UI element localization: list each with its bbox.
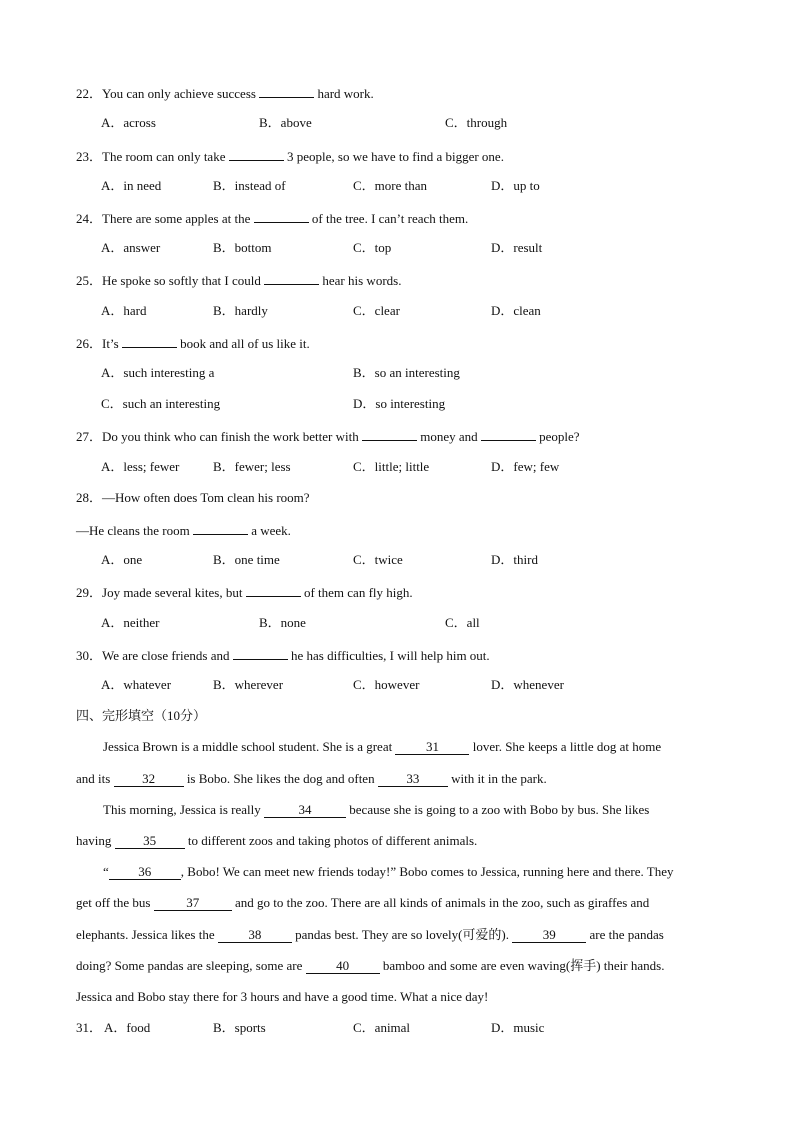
answer-blank[interactable] [229, 147, 284, 161]
option-d[interactable]: D．so interesting [353, 396, 446, 411]
question-number: 28． [76, 490, 103, 505]
option-d[interactable]: D．few; few [491, 459, 560, 474]
passage-line [103, 739, 718, 755]
passage-text: to different zoos and taking photos of different animals. [184, 833, 478, 848]
passage-text: pandas best. They are so lovely(可爱的). [291, 927, 513, 942]
question-number: 24． [76, 211, 103, 226]
question-29 [76, 583, 413, 601]
passage-text: are the pandas [586, 927, 664, 942]
option-b[interactable]: B．above [259, 115, 312, 130]
question-number: 23． [76, 149, 103, 164]
passage-text: , Bobo! We can meet new friends today!” Bobo comes to Jessica, running here and there. They [180, 864, 674, 879]
passage-line [76, 771, 718, 787]
answer-blank[interactable] [233, 646, 288, 660]
question-text: You can only achieve success [102, 86, 260, 101]
passage-text: get off the bus [76, 895, 154, 910]
option-b[interactable]: B．hardly [213, 303, 268, 318]
question-number: 30． [76, 648, 103, 663]
question-22 [76, 84, 374, 102]
answer-blank[interactable] [246, 583, 301, 597]
option-d[interactable]: D．result [491, 240, 543, 255]
blank-32[interactable]: 32 [114, 772, 184, 787]
blank-34[interactable]: 34 [264, 803, 346, 818]
option-c[interactable]: C．clear [353, 303, 400, 318]
blank-36[interactable]: 36 [109, 865, 181, 880]
question-28-response [76, 521, 291, 539]
section-title: 四、完形填空（10分） [76, 708, 207, 723]
passage-text: Jessica Brown is a middle school student. She is a great [103, 739, 396, 754]
option-d[interactable]: D．whenever [491, 677, 564, 692]
option-a[interactable]: A．across [101, 115, 156, 130]
question-text: people? [535, 429, 580, 444]
option-d[interactable]: D．third [491, 552, 538, 567]
option-a[interactable]: A．one [101, 552, 143, 567]
passage-text: elephants. Jessica likes the [76, 927, 218, 942]
option-a[interactable]: A．in need [101, 178, 162, 193]
passage-text: is Bobo. She likes the dog and often [183, 771, 378, 786]
answer-blank[interactable] [362, 427, 417, 441]
passage-line [103, 864, 718, 880]
question-text: hard work. [314, 86, 374, 101]
option-c[interactable]: C．such an interesting [101, 396, 221, 411]
option-c[interactable]: C．all [445, 615, 480, 630]
question-number: 26． [76, 336, 103, 351]
answer-blank[interactable] [264, 271, 319, 285]
option-c[interactable]: C．through [445, 115, 508, 130]
passage-text: “ [103, 864, 109, 879]
question-28 [76, 490, 310, 506]
option-a[interactable]: A．hard [101, 303, 147, 318]
option-c[interactable]: C．animal [353, 1020, 411, 1035]
answer-blank[interactable] [259, 84, 314, 98]
question-number: 22． [76, 86, 103, 101]
option-c[interactable]: C．twice [353, 552, 403, 567]
question-27 [76, 427, 580, 445]
answer-blank[interactable] [193, 521, 248, 535]
question-31-number: 31． [76, 1020, 103, 1035]
passage-line [76, 958, 718, 974]
passage-text: lover. She keeps a little dog at home [469, 739, 662, 754]
passage-text: with it in the park. [447, 771, 547, 786]
option-d[interactable]: D．music [491, 1020, 545, 1035]
blank-31[interactable]: 31 [395, 740, 469, 755]
option-a[interactable]: A．less; fewer [101, 459, 180, 474]
option-c[interactable]: C．more than [353, 178, 428, 193]
blank-39[interactable]: 39 [512, 928, 586, 943]
passage-line [76, 927, 718, 943]
option-b[interactable]: B．bottom [213, 240, 272, 255]
question-number: 27． [76, 429, 103, 444]
question-text: He spoke so softly that I could [102, 273, 265, 288]
question-26 [76, 334, 310, 352]
question-text: We are close friends and [102, 648, 233, 663]
passage-text: having [76, 833, 115, 848]
passage-line [103, 802, 718, 818]
option-c[interactable]: C．little; little [353, 459, 430, 474]
answer-blank[interactable] [122, 334, 177, 348]
question-text: Joy made several kites, but [102, 585, 246, 600]
blank-33[interactable]: 33 [378, 772, 448, 787]
passage-text: and go to the zoo. There are all kinds of animals in the zoo, such as giraffes and [231, 895, 650, 910]
option-d[interactable]: D．up to [491, 178, 540, 193]
blank-38[interactable]: 38 [218, 928, 292, 943]
question-text: It’s [102, 336, 122, 351]
passage-text: doing? Some pandas are sleeping, some are [76, 958, 306, 973]
passage-text: bamboo and some are even waving(挥手) their hands. [379, 958, 665, 973]
passage-line [76, 833, 718, 849]
option-b[interactable]: B．one time [213, 552, 280, 567]
option-a[interactable]: A．whatever [101, 677, 172, 692]
question-text: The room can only take [102, 149, 229, 164]
option-d[interactable]: D．clean [491, 303, 541, 318]
passage-text: because she is going to a zoo with Bobo by bus. She likes [346, 802, 650, 817]
question-24 [76, 209, 468, 227]
blank-37[interactable]: 37 [154, 896, 232, 911]
question-text: of them can fly high. [300, 585, 413, 600]
question-text: money and [416, 429, 481, 444]
option-a[interactable]: A．neither [101, 615, 160, 630]
question-23 [76, 147, 504, 165]
question-text: hear his words. [319, 273, 402, 288]
passage-line [76, 895, 718, 911]
answer-blank[interactable] [481, 427, 536, 441]
passage-text: This morning, Jessica is really [103, 802, 265, 817]
question-text: a week. [247, 523, 291, 538]
question-text: he has difficulties, I will help him out. [287, 648, 490, 663]
answer-blank[interactable] [254, 209, 309, 223]
question-text: Do you think who can finish the work better with [102, 429, 362, 444]
option-c[interactable]: C．however [353, 677, 420, 692]
question-text: —How often does Tom clean his room? [102, 490, 310, 505]
question-number: 29． [76, 585, 103, 600]
question-text: —He cleans the room [76, 523, 193, 538]
option-b[interactable]: B．fewer; less [213, 459, 291, 474]
question-number: 25． [76, 273, 103, 288]
option-a[interactable]: A．such interesting a [101, 365, 215, 380]
question-text: There are some apples at the [102, 211, 254, 226]
question-text: book and all of us like it. [176, 336, 310, 351]
option-c[interactable]: C．top [353, 240, 392, 255]
passage-text: and its [76, 771, 114, 786]
option-b[interactable]: B．instead of [213, 178, 286, 193]
blank-40[interactable]: 40 [306, 959, 380, 974]
question-text: of the tree. I can’t reach them. [308, 211, 469, 226]
option-b[interactable]: B．so an interesting [353, 365, 460, 380]
option-a[interactable]: A．answer [101, 240, 161, 255]
blank-35[interactable]: 35 [115, 834, 185, 849]
passage-line: Jessica and Bobo stay there for 3 hours and have a good time. What a nice day! [76, 989, 489, 1004]
option-b[interactable]: B．none [259, 615, 306, 630]
option-b[interactable]: B．sports [213, 1020, 266, 1035]
option-a[interactable]: A．food [104, 1020, 151, 1035]
question-text: 3 people, so we have to find a bigger one. [283, 149, 504, 164]
option-b[interactable]: B．wherever [213, 677, 284, 692]
question-25 [76, 271, 401, 289]
question-30 [76, 646, 490, 664]
